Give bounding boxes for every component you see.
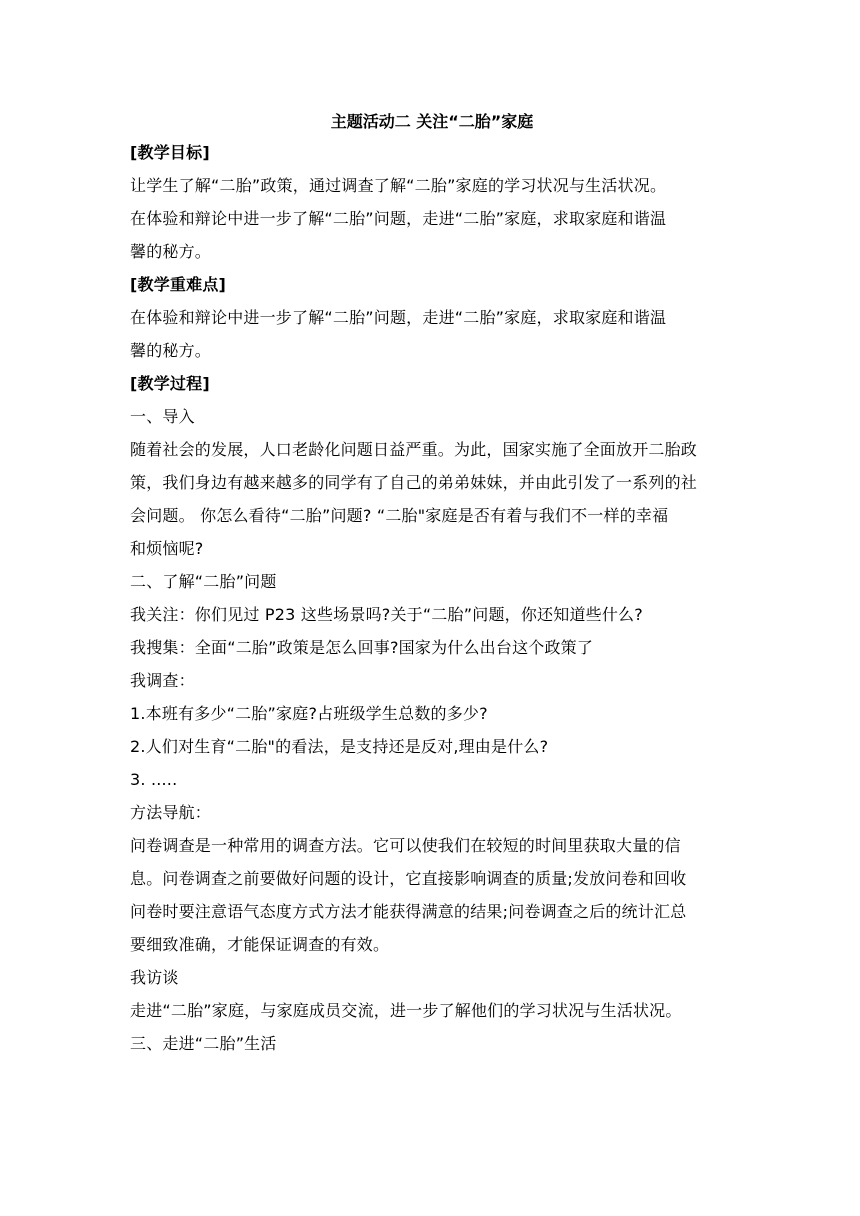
paragraph-line: 1.本班有多少“二胎”家庭?占班级学生总数的多少? [130, 704, 488, 723]
section-heading: [教学目标] [130, 143, 210, 162]
document-page [130, 108, 734, 1060]
paragraph-line: 我调查： [130, 671, 195, 690]
section-heading: [教学过程] [130, 374, 210, 393]
paragraph-line: 在体验和辩论中进一步了解“二胎”问题，走进“二胎”家庭，求取家庭和谐温 [130, 308, 667, 327]
paragraph-line: 问卷时要注意语气态度方式方法才能获得满意的结果;问卷调查之后的统计汇总 [130, 902, 687, 921]
paragraph-line: 和烦恼呢? [130, 539, 204, 558]
document-title: 主题活动二 关注“二胎”家庭 [330, 112, 534, 131]
paragraph-line: 要细致准确，才能保证调查的有效。 [130, 935, 390, 954]
paragraph-line: 让学生了解“二胎”政策，通过调查了解“二胎”家庭的学习状况与生活状况。 [130, 176, 667, 195]
paragraph-line: 我关注：你们见过 P23 这些场景吗?关于“二胎”问题，你还知道些什么? [130, 605, 643, 624]
paragraph-line: 策，我们身边有越来越多的同学有了自己的弟弟妹妹，并由此引发了一系列的社 [130, 473, 698, 492]
paragraph-line: 在体验和辩论中进一步了解“二胎”问题，走进“二胎”家庭，求取家庭和谐温 [130, 209, 667, 228]
section-heading: [教学重难点] [130, 275, 227, 294]
paragraph-line: 3. ..... [130, 770, 178, 789]
paragraph-line: 三、走进“二胎”生活 [130, 1034, 277, 1053]
paragraph-line: 2.人们对生育“二胎"的看法，是支持还是反对,理由是什么? [130, 737, 549, 756]
paragraph-line: 馨的秘方。 [130, 341, 212, 360]
document-body [130, 136, 734, 1060]
paragraph-line: 会问题。 你怎么看待“二胎”问题? “二胎"家庭是否有着与我们不一样的幸福 [130, 506, 669, 525]
paragraph-line: 二、了解“二胎”问题 [130, 572, 277, 591]
paragraph-line: 息。问卷调查之前要做好问题的设计，它直接影响调查的质量;发放问卷和回收 [130, 869, 687, 888]
paragraph-line: 走进“二胎”家庭，与家庭成员交流，进一步了解他们的学习状况与生活状况。 [130, 1001, 682, 1020]
paragraph-line: 随着社会的发展，人口老龄化问题日益严重。为此，国家实施了全面放开二胎政 [130, 440, 698, 459]
paragraph-line: 我搜集：全面“二胎”政策是怎么回事?国家为什么出台这个政策了 [130, 638, 594, 657]
paragraph-line: 问卷调查是一种常用的调查方法。它可以使我们在较短的时间里获取大量的信 [130, 836, 681, 855]
paragraph-line: 方法导航： [130, 803, 212, 822]
paragraph-line: 我访谈 [130, 968, 179, 987]
paragraph-line: 馨的秘方。 [130, 242, 212, 261]
paragraph-line: 一、导入 [130, 407, 195, 426]
